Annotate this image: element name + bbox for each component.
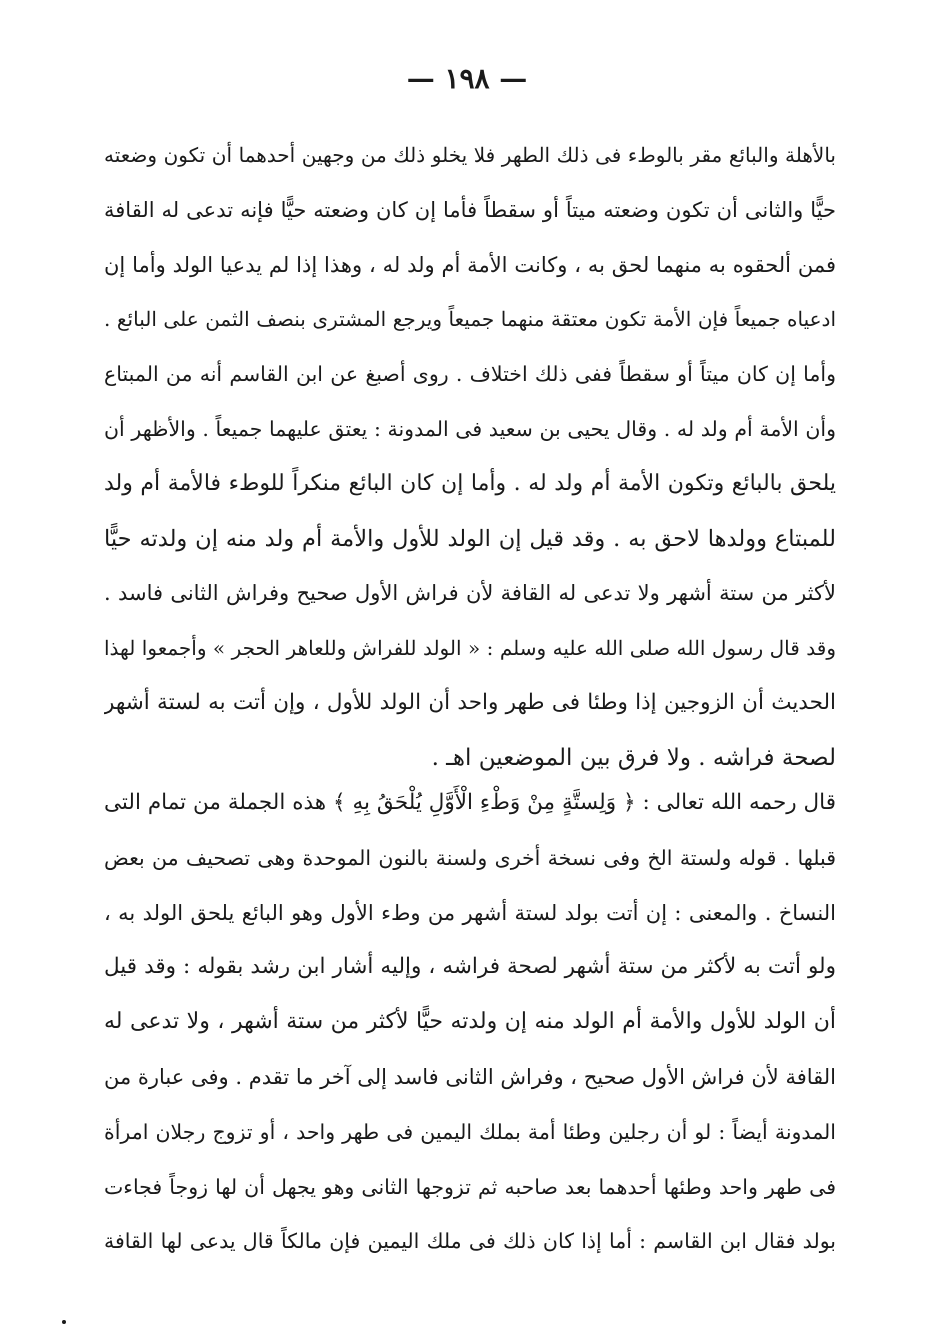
text-line: للمبتاع وولدها لاحق به . وقد قيل إن الولد للأول والأمة أم ولد منه إن ولدته حيًّا <box>104 525 836 552</box>
text-line: بولد فقال ابن القاسم : أما إذا كان ذلك فى ملك اليمين فإن مالكاً قال يدعى لها القافة <box>104 1229 836 1254</box>
text-line: وقد قال رسول الله صلى الله عليه وسلم : « الولد للفراش وللعاهر الحجر » وأجمعوا لهذا <box>104 636 836 661</box>
text-line: وأما إن كان ميتاً أو سقطاً ففى ذلك اختلاف . روى أصبغ عن ابن القاسم أنه من المبتاع <box>104 362 836 387</box>
text-line: فى طهر واحد وطئها أحدهما بعد صاحبه ثم تزوجها الثانى وهو يجهل أن لها زوجاً فجاءت <box>104 1174 836 1199</box>
text-line: قال رحمه الله تعالى : ﴿ وَلِستَّةٍ مِنْ وَطْءِ الْأَوَّلِ يُلْحَقُ بِهِ ﴾ هذه الجملة من تمام التى <box>104 790 836 815</box>
text-line: قبلها . قوله ولستة الخ وفى نسخة أخرى ولسنة بالنون الموحدة وهى تصحيف من بعض <box>104 845 836 870</box>
text-line: ادعياه جميعاً فإن الأمة تكون معتقة منهما جميعاً ويرجع المشترى بنصف الثمن على البائع . <box>104 307 836 332</box>
text-line: المدونة أيضاً : لو أن رجلين وطئا أمة بملك اليمين فى طهر واحد ، أو تزوج رجلان امرأة <box>104 1119 836 1144</box>
text-line: فمن ألحقوه به منهما لحق به ، وكانت الأمة أم ولد له ، وهذا إذا لم يدعيا الولد وأما إن <box>104 252 836 277</box>
text-line: وأن الأمة أم ولد له . وقال يحيى بن سعيد فى المدونة : يعتق عليهما جميعاً . والأظهر أن <box>104 416 836 441</box>
page-number: — ١٩٨ — <box>406 62 528 95</box>
text-line: الحديث أن الزوجين إذا وطئا فى طهر واحد أن الولد للأول ، وإن أتت به لستة أشهر <box>104 689 836 715</box>
paragraph-1 <box>104 128 836 786</box>
text-line: النساخ . والمعنى : إن أتت بولد لستة أشهر من وطء الأول وهو البائع يلحق الولد به ، <box>104 900 836 925</box>
text-line: لأكثر من ستة أشهر ولا تدعى له القافة لأن فراش الأول صحيح وفراش الثانى فاسد . <box>104 581 836 606</box>
text-line: حيًّا والثانى أن تكون وضعته ميتاً أو سقطاً فأما إن كان وضعته حيًّا فإنه تدعى له القافة <box>104 197 836 222</box>
text-line: القافة لأن فراش الأول صحيح ، وفراش الثانى فاسد إلى آخر ما تقدم . وفى عبارة من <box>104 1064 836 1089</box>
ink-speck <box>62 1320 66 1324</box>
text-line: ولو أتت به لأكثر من ستة أشهر لصحة فراشه ، وإليه أشار ابن رشد بقوله : وقد قيل <box>104 954 836 980</box>
paragraph-2 <box>104 776 836 1269</box>
text-line: أن الولد للأول والأمة أم الولد منه إن ولدته حيًّا لأكثر من ستة أشهر ، ولا تدعى له <box>104 1009 836 1035</box>
text-line: بالأهلة والبائع مقر بالوطء فى ذلك الطهر فلا يخلو ذلك من وجهين أحدهما أن تكون وضعته <box>104 143 836 167</box>
text-line: لصحة فراشه . ولا فرق بين الموضعين اهـ . <box>431 744 836 771</box>
text-line: يلحق بالبائع وتكون الأمة أم ولد له . وأما إن كان البائع منكراً للوطء فالأمة أم ولد <box>104 470 836 496</box>
